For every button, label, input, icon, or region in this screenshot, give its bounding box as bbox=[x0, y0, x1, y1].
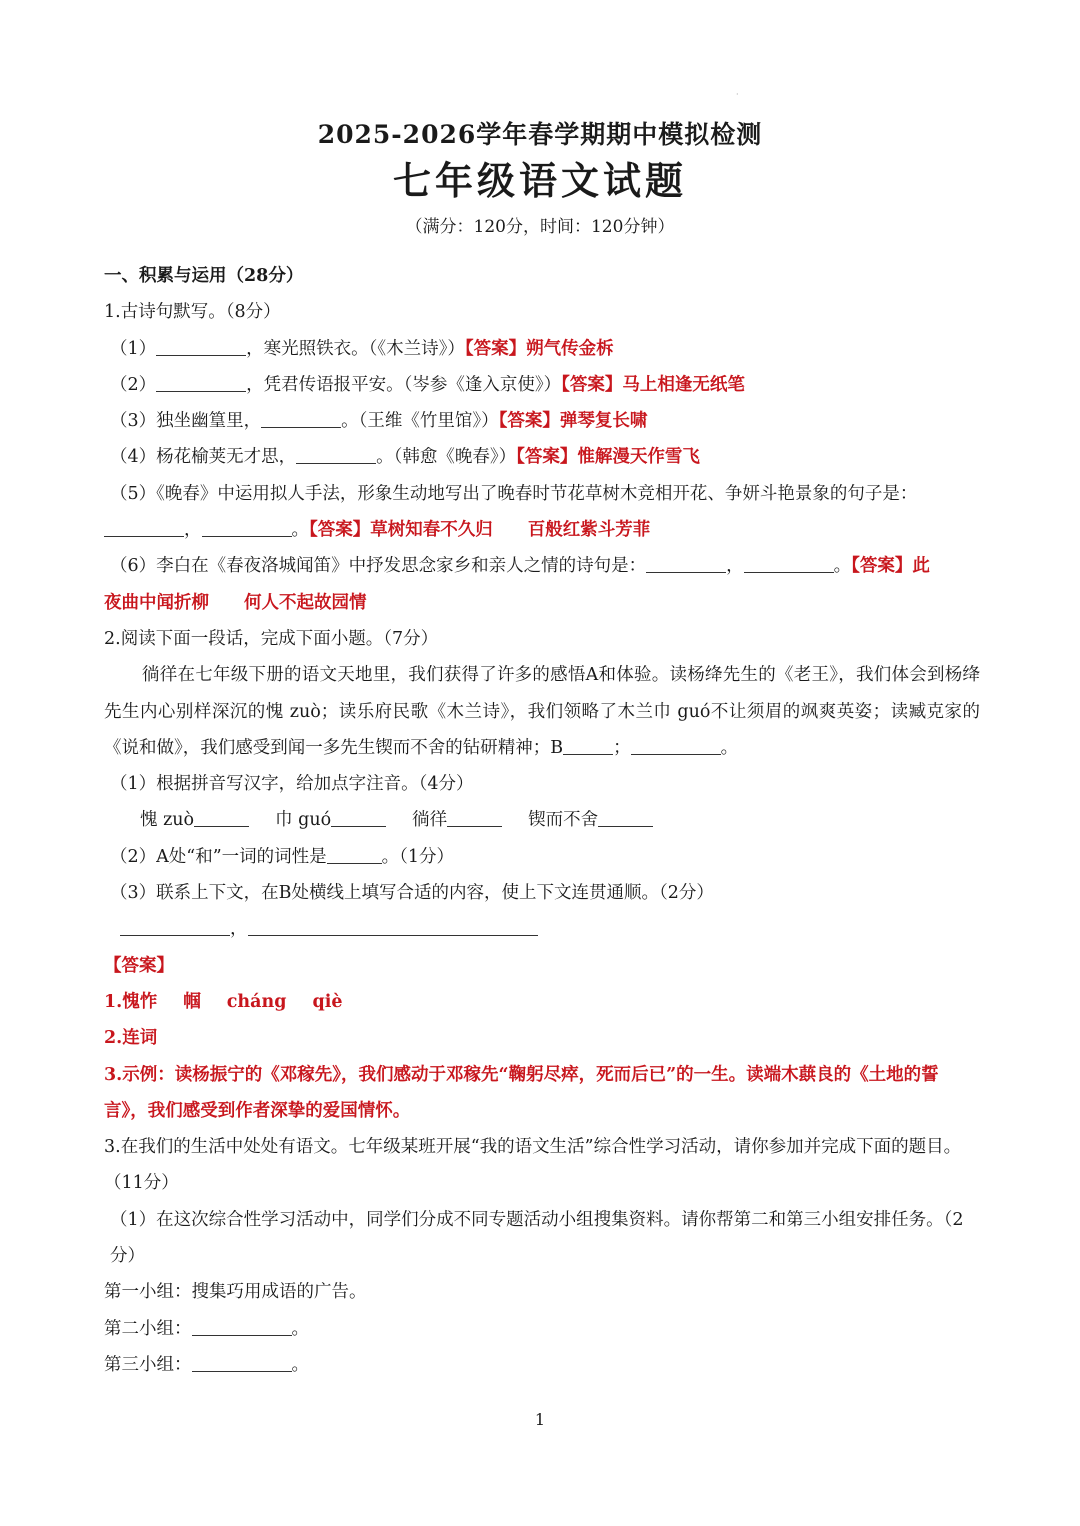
q2-sub-1-items: 愧 zuò 巾 guó 徜徉 锲而不舍 bbox=[104, 802, 980, 838]
section-heading: 一、积累与运用（28分） bbox=[104, 266, 304, 286]
exam-title: 七年级语文试题 bbox=[392, 158, 687, 203]
q1-item-6-answer: 夜曲中闻折柳 何人不起故园情 bbox=[104, 592, 367, 613]
answer-blank bbox=[202, 519, 292, 538]
answer-text: 马上相逢无纸笔 bbox=[622, 374, 745, 395]
q3-group-1: 第一小组：搜集巧用成语的广告。 bbox=[104, 1282, 367, 1303]
q2-sub-3: （3）联系上下文，在B处横线上填写合适的内容，使上下文连贯通顺。（2分） bbox=[110, 883, 714, 904]
q1-item-5-answer-line: ， 。【答案】草树知春不久归 百般红紫斗芳菲 bbox=[104, 512, 980, 548]
question-3-stem: 3.在我们的生活中处处有语文。七年级某班开展“我的语文生活”综合性学习活动，请你参加并完成下面的题目。（11分） bbox=[104, 1137, 962, 1194]
q2-sub-1: （1）根据拼音写汉字，给加点字注音。（4分） bbox=[110, 774, 474, 795]
answer-text: 草树知春不久归 百般红紫斗芳菲 bbox=[370, 520, 651, 541]
score-time-info: （满分：120分，时间：120分钟） bbox=[405, 217, 675, 237]
exam-content bbox=[104, 258, 980, 1383]
scan-dot: · bbox=[736, 90, 739, 99]
answer-blank bbox=[192, 1317, 292, 1336]
answer-blank bbox=[156, 337, 246, 356]
q1-item-6: （6）李白在《春夜洛城闻笛》中抒发思念家乡和亲人之情的诗句是： ， 。【答案】此 bbox=[110, 556, 930, 577]
answer-label: 【答案】 bbox=[104, 955, 174, 976]
answer-blank bbox=[331, 809, 386, 828]
q1-item-1: （1） ，寒光照铁衣。（《木兰诗》）【答案】朔气传金柝 bbox=[110, 338, 614, 359]
answer-blank bbox=[744, 555, 834, 574]
answer-q2-1: 1.愧怍 帼 cháng qiè bbox=[104, 991, 343, 1012]
exam-subtitle: 2025-2026学年春学期期中模拟检测 bbox=[317, 120, 763, 149]
answer-q2-2: 2.连词 bbox=[104, 1028, 158, 1049]
answer-blank bbox=[327, 845, 382, 864]
q1-item-5: （5）《晚春》中运用拟人手法，形象生动地写出了晚春时节花草树木竞相开花、争妍斗艳景象的句子是： bbox=[110, 483, 918, 504]
q3-sub-1: （1）在这次综合性学习活动中，同学们分成不同专题活动小组搜集资料。请你帮第二和第三小组安排任务。（2分） bbox=[110, 1209, 964, 1267]
q2-sub-2: （2）A处“和”一词的词性是 。（1分） bbox=[110, 846, 455, 867]
answer-q2-3: 3.示例：读杨振宁的《邓稼先》，我们感动于邓稼先“鞠躬尽瘁，死而后已”的一生。读端木蕻良的《土地的誓言》，我们感受到作者深挚的爱国情怀。 bbox=[104, 1064, 939, 1121]
q1-item-4: （4）杨花榆荚无才思， 。（韩愈《晚春》）【答案】惟解漫天作雪飞 bbox=[110, 447, 700, 468]
question-1-stem: 1.古诗句默写。（8分） bbox=[104, 302, 281, 323]
answer-blank bbox=[563, 736, 613, 755]
answer-blank bbox=[261, 410, 341, 429]
q2-sub-3-blanks: ， bbox=[104, 911, 980, 947]
reading-passage: 徜徉在七年级下册的语文天地里，我们获得了许多的感悟A和体验。读杨绛先生的《老王》，我们体会到杨绛先生内心别样深沉的愧 zuò；读乐府民歌《木兰诗》，我们领略了木兰巾 guó不让须眉的飒爽英姿；读臧克家的《说和做》，我们感受到闻一多先生锲而不舍的钻研精神；B ； 。 bbox=[104, 665, 980, 758]
q1-item-2: （2） ，凭君传语报平安。（岑参《逢入京使》）【答案】马上相逢无纸笔 bbox=[110, 374, 745, 395]
answer-blank bbox=[104, 519, 184, 538]
q3-group-2: 第二小组： 。 bbox=[104, 1318, 309, 1339]
answer-blank bbox=[120, 918, 230, 937]
answer-text: 弹琴复长啸 bbox=[559, 411, 648, 432]
q3-group-3: 第三小组： 。 bbox=[104, 1354, 309, 1375]
answer-blank bbox=[646, 555, 726, 574]
answer-blank bbox=[447, 809, 502, 828]
answer-blank bbox=[156, 373, 246, 392]
answer-blank bbox=[248, 918, 538, 937]
answer-blank bbox=[296, 446, 376, 465]
question-2-stem: 2.阅读下面一段话，完成下面小题。（7分） bbox=[104, 628, 439, 649]
answer-blank bbox=[631, 736, 721, 755]
answer-text: 惟解漫天作雪飞 bbox=[577, 447, 700, 468]
answer-blank bbox=[192, 1353, 292, 1372]
page-number: 1 bbox=[534, 1410, 546, 1429]
q1-item-3: （3）独坐幽篁里， 。（王维《竹里馆》）【答案】弹琴复长啸 bbox=[110, 411, 648, 432]
answer-blank bbox=[194, 809, 249, 828]
answer-blank bbox=[598, 809, 653, 828]
answer-text: 朔气传金柝 bbox=[526, 338, 614, 359]
